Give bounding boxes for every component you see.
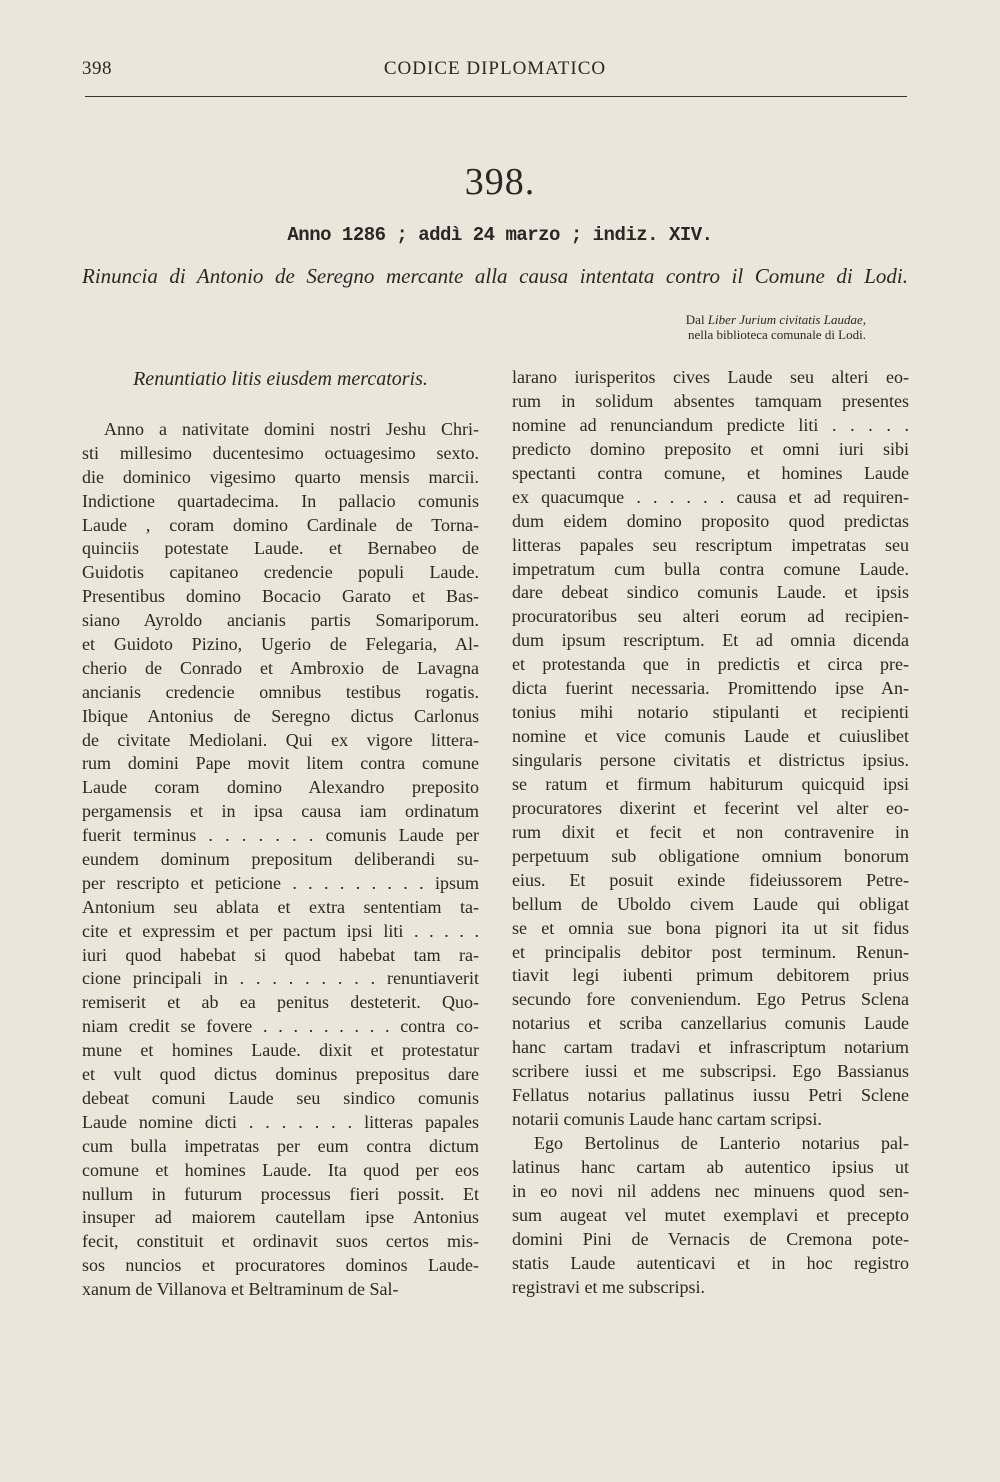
document-number: 398. <box>464 161 536 203</box>
text-line: notarius et scriba canzellarius comunis Laude <box>512 1013 909 1034</box>
text-line: registravi et me subscripsi. <box>512 1276 705 1297</box>
text-line: procuratores dixerint et fecerint vel alter eo- <box>512 797 909 818</box>
text-line: insuper ad maiorem cautellam ipse Antonius <box>82 1207 479 1228</box>
header-rule <box>85 96 907 97</box>
text-line: ex quacumque . . . . . . causa et ad requiren- <box>512 486 909 507</box>
text-line: Indictione quartadecima. In pallacio comunis <box>82 490 479 511</box>
right-column <box>512 366 909 1300</box>
right-column-text <box>512 366 909 1300</box>
text-line: Antonium seu ablata et extra sententiam ta- <box>82 896 479 917</box>
text-line: Ego Bertolinus de Lanterio notarius pal- <box>534 1133 909 1153</box>
text-line: scribere iussi et me subscripsi. Ego Bassianus <box>512 1061 909 1082</box>
text-line: spectanti contra comune, et homines Laude <box>512 462 909 483</box>
text-line: secundo fore conveniendum. Ego Petrus Sclena <box>512 989 909 1010</box>
text-line: iuri quod habebat si quod habebat tam ra- <box>82 944 479 965</box>
text-line: cum bulla impetratas per eum contra dictum <box>82 1135 479 1156</box>
text-line: Laude coram domino Alexandro preposito <box>82 777 479 798</box>
text-line: Laude nomine dicti . . . . . . . litteras papales <box>82 1111 479 1132</box>
text-line: perpetuum sub obligatione omnium bonorum <box>512 845 909 866</box>
text-line: tiavit legi iubenti primum debitorem prius <box>512 965 909 986</box>
document-title: Rinuncia di Antonio de Seregno mercante alla causa intentata contro il Comune di Lodi. <box>82 264 908 288</box>
page-header <box>82 58 908 88</box>
text-line: Presentibus domino Bocacio Garato et Bas- <box>82 586 479 607</box>
text-line: xanum de Villanova et Beltraminum de Sal- <box>82 1279 399 1300</box>
text-line: fecit, constituit et ordinavit suos certos mis- <box>82 1231 479 1252</box>
page-number: 398 <box>82 58 112 79</box>
left-column <box>82 368 479 1302</box>
text-line: cite et expressim et per pactum ipsi liti . . . . . <box>82 920 479 941</box>
text-line: se et omnia sue bona pignori ita ut sit fidus <box>512 917 909 938</box>
text-line: fuerit terminus . . . . . . . comunis Laude per <box>82 825 479 846</box>
text-line: dum eidem domino proposito quod predictas <box>512 510 909 531</box>
text-line: domini Pini de Vernacis de Cremona pote- <box>512 1228 909 1249</box>
text-line: statis Laude autenticavi et in hoc registro <box>512 1252 909 1273</box>
source-prefix: Dal <box>685 312 705 327</box>
text-line: et vult quod dictus dominus prepositus dare <box>82 1064 479 1085</box>
text-line: rum in solidum absentes tamquam presentes <box>512 390 909 411</box>
text-line: tonius mihi notario stipulanti et recipienti <box>512 702 909 723</box>
text-line: rum dixit et fecit et non contravenire in <box>512 821 909 842</box>
left-column-text <box>82 418 479 1302</box>
text-line: comune et homines Laude. Ita quod per eos <box>82 1159 479 1180</box>
running-title: CODICE DIPLOMATICO <box>383 58 607 79</box>
text-line: Fellatus notarius pallatinus iussu Petri Sclene <box>512 1085 909 1106</box>
source-location: nella biblioteca comunale di Lodi. <box>688 327 866 342</box>
text-line: predicto domino preposito et omni iuri sibi <box>512 438 909 459</box>
text-line: rum domini Pape movit litem contra comune <box>82 753 479 774</box>
text-line: nullum in futurum processus fieri possit. Et <box>82 1183 479 1204</box>
text-line: notarii comunis Laude hanc cartam scripsi. <box>512 1109 822 1130</box>
text-line: procuratoribus seu alteri eorum ad recipien- <box>512 606 909 627</box>
text-line: eundem dominum prepositum deliberandi su- <box>82 849 479 870</box>
text-line: dicta fuerint necessaria. Promittendo ipse An- <box>512 678 909 699</box>
text-line: siano Ayroldo ancianis partis Somariporum. <box>82 610 479 631</box>
text-line: debeat comuni Laude seu sindico comunis <box>82 1087 479 1108</box>
text-line: impetratum cum bulla contra comune Laude. <box>512 558 909 579</box>
text-line: Laude , coram domino Cardinale de Torna- <box>82 514 479 535</box>
source-note <box>540 312 866 342</box>
text-line: se ratum et firmum habiturum quicquid ipsi <box>512 773 909 794</box>
text-line: nomine et vice comunis Laude et cuiuslibet <box>512 726 909 747</box>
text-line: dum ipsum rescriptum. Et ad omnia dicenda <box>512 630 909 651</box>
text-line: pergamensis et in ipsa causa iam ordinatum <box>82 801 479 822</box>
text-line: remiserit et ab ea penitus desteterit. Quo- <box>82 992 479 1013</box>
text-line: et protestanda que in predictis et circa pre- <box>512 654 909 675</box>
text-line: sti millesimo ducentesimo octuagesimo sexto. <box>82 442 479 463</box>
text-line: sum augeat vel mutet exemplavi et precepto <box>512 1204 909 1225</box>
document-date-line: Anno 1286 ; addì 24 marzo ; indiz. XIV. <box>287 224 713 246</box>
text-line: Ibique Antonius de Seregno dictus Carlonus <box>82 705 479 726</box>
left-column-heading: Renuntiatio litis eiusdem mercatoris. <box>133 368 428 390</box>
text-line: dare debeat sindico comunis Laude. et ipsis <box>512 582 909 603</box>
text-line: et Guidoto Pizino, Ugerio de Felegaria, Al- <box>82 634 479 655</box>
text-line: cherio de Conrado et Ambroxio de Lavagna <box>82 657 479 678</box>
text-line: hanc cartam tradavi et infrascriptum notarium <box>512 1037 909 1058</box>
text-line: litteras papales seu rescriptum impetratas seu <box>512 534 909 555</box>
text-line: larano iurisperitos cives Laude seu alteri eo- <box>512 367 909 387</box>
text-line: et principalis debitor post terminum. Renun- <box>512 941 909 962</box>
text-line: latinus hanc cartam ab autentico ipsius ut <box>512 1156 909 1177</box>
text-line: mune et homines Laude. dixit et protestatur <box>82 1040 479 1061</box>
text-line: singularis persone civitatis et districtus ipsius. <box>512 750 909 770</box>
text-line: bellum de Uboldo civem Laude qui obligat <box>512 893 909 914</box>
text-line: ancianis credencie omnibus testibus rogatis. <box>82 681 479 702</box>
text-line: nomine ad renunciandum predicte liti . . . . . <box>512 414 909 435</box>
text-line: quinciis potestate Laude. et Bernabeo de <box>82 538 479 559</box>
text-line: niam credit se fovere . . . . . . . . . contra co- <box>82 1016 479 1037</box>
text-line: Anno a nativitate domini nostri Jeshu Chri- <box>104 419 479 439</box>
source-title: Liber Jurium civitatis Laudae, <box>707 312 866 327</box>
text-line: Guidotis capitaneo credencie populi Laude. <box>82 562 479 583</box>
text-line: die dominico vigesimo quarto mensis marcii. <box>82 466 479 487</box>
text-line: eius. Et posuit exinde fideiussorem Petre- <box>512 869 909 890</box>
text-line: sos nuncios et procuratores dominos Laude- <box>82 1255 479 1276</box>
text-line: in eo novi nil addens nec minuens quod sen- <box>512 1180 909 1201</box>
text-line: per rescripto et peticione . . . . . . . . . ipsum <box>82 872 479 893</box>
text-line: de civitate Mediolani. Qui ex vigore littera- <box>82 729 479 750</box>
text-line: cione principali in . . . . . . . . . renuntiaverit <box>82 968 479 989</box>
